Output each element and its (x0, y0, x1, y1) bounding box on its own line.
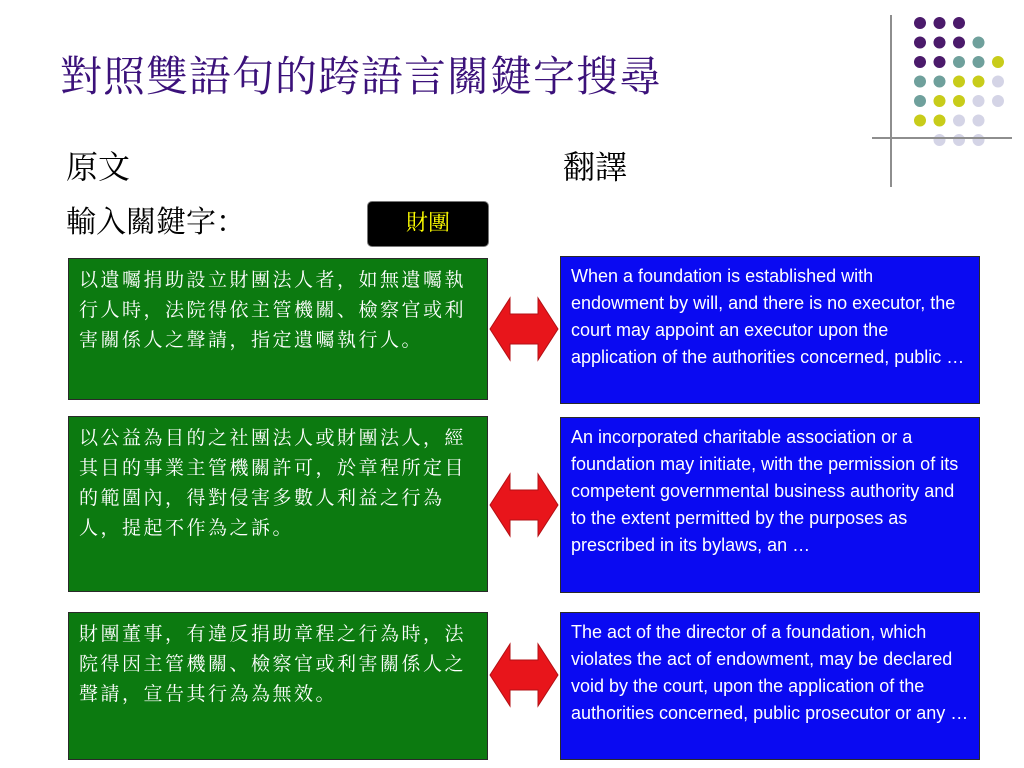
decorative-dot (953, 37, 965, 49)
vertical-divider-line (890, 15, 892, 187)
source-sentence-2: 以公益為目的之社團法人或財團法人，經其目的事業主管機關許可，於章程所定目的範圍內，得對侵害多數人利益之行為人，提起不作為之訴。 (68, 416, 488, 592)
decorative-dot (973, 37, 985, 49)
decorative-dot (953, 134, 965, 146)
decorative-dot (953, 115, 965, 127)
double-arrow-icon (488, 640, 560, 710)
decorative-dot (992, 95, 1004, 107)
decorative-dot (914, 115, 926, 127)
decorative-dot (973, 134, 985, 146)
source-sentence-3: 財團董事，有違反捐助章程之行為時，法院得因主管機關、檢察官或利害關係人之聲請，宣告其行為為無效。 (68, 612, 488, 760)
decorative-dot (914, 76, 926, 88)
decorative-dot (953, 95, 965, 107)
decorative-dot (934, 95, 946, 107)
decorative-dot (934, 37, 946, 49)
decorative-dot (992, 56, 1004, 68)
decorative-dot (953, 17, 965, 29)
translation-column-heading: 翻譯 (563, 148, 628, 186)
translation-sentence-2: An incorporated charitable association or a foundation may initiate, with the permission of its competent governmental business authority and to the extent permitted by the purposes as prescribed in its bylaws, an … (560, 417, 980, 593)
keyword-label: 輸入關鍵字： (66, 205, 246, 240)
source-sentence-1: 以遺囑捐助設立財團法人者，如無遺囑執行人時，法院得依主管機關、檢察官或利害關係人之聲請，指定遺囑執行人。 (68, 258, 488, 400)
decorative-dot (914, 95, 926, 107)
double-arrow-icon (488, 294, 560, 364)
decorative-dot (914, 56, 926, 68)
decorative-dot (934, 56, 946, 68)
source-column-heading: 原文 (66, 148, 131, 186)
horizontal-divider-line (872, 137, 1012, 139)
decorative-dot (934, 134, 946, 146)
decorative-dot (953, 56, 965, 68)
decorative-dot (973, 95, 985, 107)
decorative-dot (914, 37, 926, 49)
decorative-dot (914, 17, 926, 29)
slide-title: 對照雙語句的跨語言關鍵字搜尋 (60, 52, 663, 101)
decorative-dot (934, 115, 946, 127)
decorative-dot (953, 76, 965, 88)
translation-sentence-3: The act of the director of a foundation, which violates the act of endowment, may be declared void by the court, upon the application of the authorities concerned, public prosecutor or any … (560, 612, 980, 760)
decorative-dot (934, 17, 946, 29)
decorative-dot (973, 56, 985, 68)
decorative-dot (992, 76, 1004, 88)
keyword-input[interactable]: 財團 (367, 201, 489, 247)
decorative-dot (973, 76, 985, 88)
double-arrow-icon (488, 470, 560, 540)
translation-sentence-1: When a foundation is established with endowment by will, and there is no executor, the court may appoint an executor upon the application of the authorities concerned, public … (560, 256, 980, 404)
decorative-dot (973, 115, 985, 127)
decorative-dot (934, 76, 946, 88)
